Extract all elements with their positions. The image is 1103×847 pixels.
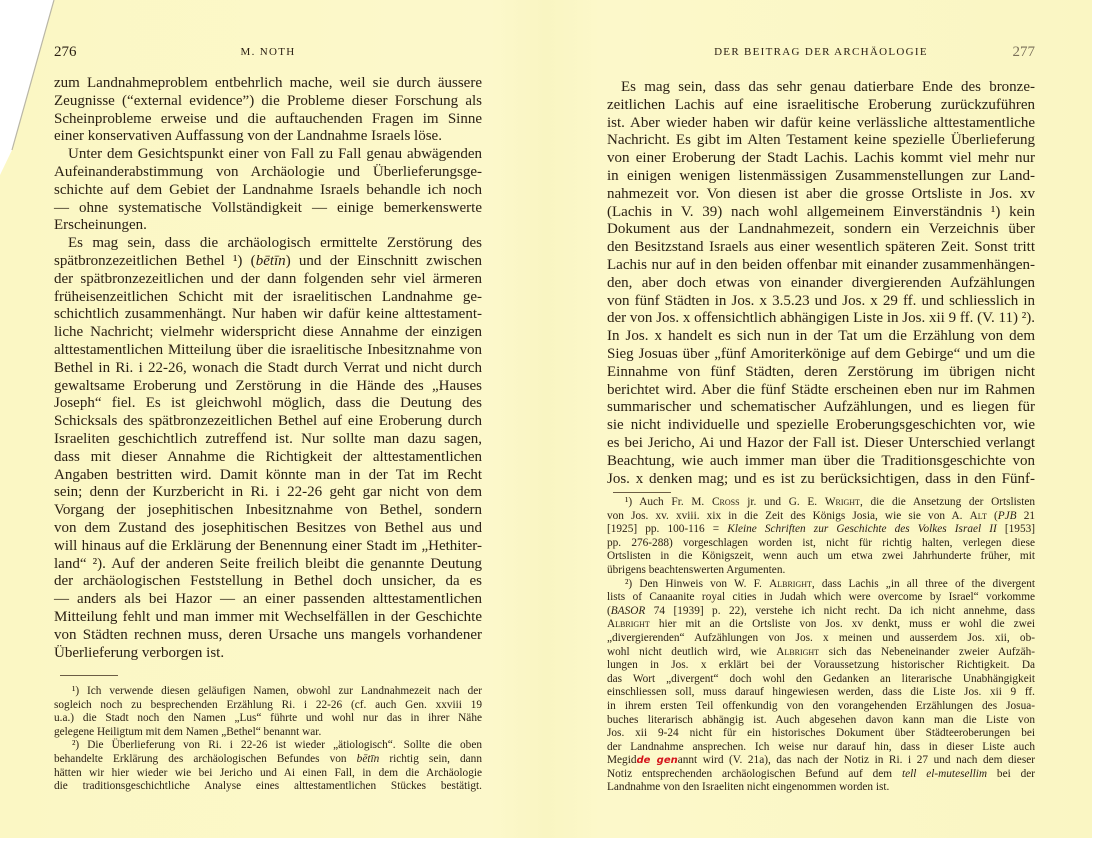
footnote-line: pp. 276-288) vorgeschlagen worden ist, nicht für richtig halten, verlegen diese [607,536,1035,549]
footnote-line [607,618,1035,632]
running-head: M. NOTH [240,46,296,58]
footnote-rule [60,675,118,676]
footnote-line: übrigens beachtenswerten Argumenten. [607,563,786,576]
text-run: jr. und G. E. [739,496,825,508]
author-name: Albright [769,577,812,590]
italic-term: tell el-mutesellim [901,767,988,780]
footnote-line: der Landnahme ansprechen. Ich weise nur darauf hin, dass in dieser Liste auch [607,740,1035,753]
body-line: Aufeinanderabstimmung von Archäologie und Überlieferungsge- [54,163,482,180]
text-run: Notiz entsprechenden archäologischen Befund auf dem [607,767,902,780]
text-run: , die die Ansetzung der Ortslisten [859,496,1035,508]
text-run: hier mit an die Ortsliste von Jos. xv denkt, muss er wohl die zwei [649,618,1035,631]
body-line: der von Jos. x offensichtlich abhängigen Liste in Jos. xii 9 ff. (V. 11) ²). [607,310,1035,327]
footnote-line: ¹) Ich verwende diesen geläufigen Namen, obwohl zur Landnahmezeit nach der [72,685,482,697]
body-line: es bei Jericho, Ai und Hazor der Fall ist. Dieser Unterschied verlangt [607,434,1035,451]
body-line: gewaltsame Eroberung und Zerstörung in die Hände des „Hauses [54,377,482,394]
running-head: DER BEITRAG DER ARCHÄOLOGIE [714,46,928,58]
text-run: [1925] pp. 100-116 = [607,523,728,536]
text-run: , dass Lachis „in all three of the divergent [811,577,1036,590]
text-run: ¹) Auch Fr. M. [625,496,712,508]
body-line: früheisenzeitlichen Schicht mit der israelitischen Landnahme ge- [54,288,482,305]
body-line: In Jos. x handelt es sich nun in der Tat um die Erzählung von dem [607,328,1035,345]
footnote-line: sogleich noch zu besprechenden Erzählung Ri. i 22-26 (cf. auch Gen. xxviii 19 [54,698,482,711]
body-line: Lachis nur auf in den beiden offenbar mit einander zusammenhängen- [607,256,1035,273]
body-line: schichtlich zusammenhängt. Nur haben wir dafür keine alttestament- [54,306,482,323]
body-line: alttestamentlichen Mitteilung über die israelitische Inbesitznahme von [54,341,482,358]
body-line: von Städten rechnen muss, deren Ursache uns mangels vorhandener [54,626,482,643]
body-line: — ohne systematische Vollständigkeit — einige bemerkenswerte [54,199,482,216]
body-line: sein; denn der Kurzbericht in Ri. i 22-26 geht gar nicht von dem [54,484,482,501]
body-line: Mitteilung fehlt und man immer mit Wechselfällen in der Geschichte [54,608,482,625]
italic-term: PJB [997,509,1017,522]
body-line: Es mag sein, dass die archäologisch ermittelte Zerstörung des [68,235,482,252]
right-body-text [607,79,1035,488]
body-line: Vorgang der josephitischen Inbesitznahme von Bethel, sondern [54,502,482,519]
text-run: Megid [607,754,637,767]
footnote-line: „divergierenden“ Aufzählungen von Jos. x meinen und ausserdem Jos. xii, ob- [607,631,1035,644]
body-line: Jos. x denken mag; und es ist zu berücksichtigen, dass in den Fünf- [607,470,1035,487]
footnote-line [607,754,1035,768]
body-line: Angaben bestritten wird. Damit könnte man in der Tat im Recht [54,466,482,483]
body-line: Zeugnisse (“external evidence”) die Probleme dieser Forschung als [54,92,482,109]
text-run: ²) Den Hinweis von W. F. [625,577,770,590]
body-line: den, aber doch etwas von einander divergierenden Aufzählungen [607,274,1035,291]
footnote-line [607,646,1035,660]
footnote-line: lungen in Jos. x erklärt bei der Voraussetzung historischer Richtigkeit. Da [607,659,1035,672]
author-name: Cross [711,496,740,508]
body-line: Es mag sein, dass das sehr genau datierbare Ende des bronze- [621,79,1035,95]
body-line: Sieg Josuas über „fünf Amoriterkönige auf dem Gebirge“ und um die [607,345,1035,362]
body-line: Dokument aus der Landnahmezeit, sondern ein Verzeichnis über [607,221,1035,238]
body-line: sie nicht individuelle und spezielle Eroberungsgeschichten vor, wie [607,417,1035,434]
footnote-line [607,768,1035,782]
text-run: behandelte Erklärung des archäologischen Befundes von [54,752,357,765]
text-run: 21 [1016,509,1036,522]
body-line: Israeliten geschichtlich zutreffend ist. Nur sollte man dazu sagen, [54,430,482,447]
text-run: spätbronzezeitlichen Bethel ¹) ( [54,252,256,269]
footnote-line: hätten wir hier wieder wie bei Jericho und Ai einen Fall, in dem die Archäologie [54,766,482,779]
body-line: (Lachis in V. 39) nach wohl allgemeinem Einverständnis ¹) kein [607,203,1035,220]
footnote-line: ²) Die Überlieferung von Ri. i 22-26 ist wieder „ätiologisch“. Sollte die oben [72,739,482,752]
author-name: Albright [776,645,820,658]
left-page-header [54,44,482,64]
right-footnotes [607,496,1035,795]
italic-term: bētīn [255,252,286,269]
body-line: summarischer und schematischer Aufzählungen, und es liegen für [607,399,1035,416]
italic-term: Kleine Schriften zur Geschichte des Volkes Israel II [727,523,997,536]
body-line [54,253,482,271]
body-line: Überlieferung verborgen ist. [54,644,225,661]
body-line: Einnahme von fünf Städten, deren Zerstörung im übrigen nicht [607,363,1035,380]
body-line: Schicksals des spätbronzezeitlichen Bethel auf eine Eroberung durch [54,413,482,430]
body-line: liche Nachricht; vielmehr widerspricht diese Annahme der einzigen [54,324,482,341]
italic-term: bētīn [356,752,380,765]
footnote-line [54,753,482,767]
body-line: land“ ²). Auf der anderen Seite freilich bleibt die genannte Deutung [54,555,482,572]
italic-term: BASOR [610,604,646,617]
footnote-line [607,605,1035,619]
footnote-line: Landnahme von den Israeliten nicht eingenommen worden ist. [607,781,890,794]
text-run: richtig sein, dann [379,752,482,765]
text-run: ) und der Einschnitt zwischen [285,252,482,269]
body-line: dass mit dieser Annahme die Richtigkeit der alttestamentlichen [54,448,482,465]
footnote-line [607,510,1035,524]
body-line: der archäologischen Feststellung in Bethel doch unsicher, da es [54,573,482,590]
author-name: Wright [824,496,860,508]
body-line: Scheinprobleme erweise und die auftauchenden Fragen im Sinne [54,110,482,127]
text-run: sich das Nebeneinander zweier Aufzäh- [819,645,1035,658]
footnote-line [607,496,1035,510]
body-line: berichtet wird. Aber die fünf Städte erscheinen eben nur im Rahmen [607,381,1035,398]
author-name: Albright [607,618,650,631]
footnote-line: u.a.) die Stadt noch den Namen „Lus“ führte und wohl nur das in ihrer Nähe [54,712,482,725]
page-number: 276 [54,44,77,60]
body-line: in einigen wenigen listenmässigen Zusammenstellungen zur Land- [607,167,1035,184]
body-line: einer konservativen Auffassung von der Landnahme Israels löse. [54,128,442,145]
body-line: Nachricht. Es gibt im Alten Testament keine spezielle Überlieferung [607,132,1035,149]
body-line: schichte auf dem Gebiet der Landnahme Israels behandle ich noch [54,181,482,198]
body-line: ist. Aber wieder haben wir dafür keine verlässliche alttestamentliche [607,114,1035,131]
footnote-line [607,523,1035,537]
right-page-header [607,44,1035,64]
footnote-line: gelegene Heiligtum mit dem Namen „Bethel“ benannt war. [54,725,322,738]
body-line: will hinaus auf die Erklärung der Benennung einer Stadt im „Hethiter- [54,537,482,554]
text-run: 74 [1939] p. 22), verstehe ich nicht recht. Da ich nicht annehme, dass [645,604,1035,617]
footnote-line: Ortslisten in die Königszeit, wenn auch um etwa zwei Jahrhunderte früher, mit [607,550,1035,563]
text-run: bei der [987,767,1035,780]
author-name: Alt [969,509,987,522]
text-run: ( [607,604,611,617]
body-line: von dem Zustand des josephitischen Besitzes von Bethel aus und [54,519,482,536]
footnote-rule [613,492,671,493]
left-footnotes [54,685,482,794]
body-line: zum Landnahmeproblem entbehrlich mache, weil sie durch äussere [54,75,482,91]
left-body-text [54,75,482,662]
body-line: Erscheinungen. [54,217,147,234]
page-number: 277 [1012,44,1035,60]
text-run: ( [986,509,998,522]
footnote-line: das Wort „divergent“ doch wohl den Gedanken an literarische Unabhängigkeit [607,672,1035,685]
body-line: Unter dem Gesichtspunkt einer von Fall zu Fall genau abwägenden [68,146,482,163]
body-line: von einer Eroberung der Stadt Lachis. Lachis kommt viel mehr nur [607,150,1035,167]
footnote-line: die traditionsgeschichtliche Analyse eines alttestamentlichen Stückes bestätigt. [54,780,482,793]
text-run: annt wird (V. 21a), das nach der Notiz in Ri. i 27 und nach dem dieser [677,754,1035,767]
body-line: von fünf Städten in Jos. x 3.5.23 und Jos. x 29 ff. und schliesslich in [607,292,1035,309]
body-line: Beachtung, wie auch immer man über die Traditionsgeschichte von [607,452,1035,469]
footnote-line: einschliessen soll, muss darauf hingewiesen werden, dass die Liste Jos. xii 9 ff. [607,686,1035,699]
body-line: Bethel in Ri. i 22-26, wonach die Stadt durch Verrat und nicht durch [54,359,482,376]
body-line: den Besitzstand Israels aus einer wesentlich späteren Zeit. Sonst tritt [607,239,1035,256]
footnote-line: in ihrem ersten Teil offenkundig von den vorangehenden Erzählungen des Josua- [607,699,1035,712]
text-run: wohl nicht deutlich wird, wie [607,645,777,658]
body-line: Joseph“ fiel. Es ist gleichwohl möglich, dass die Deutung des [54,395,482,412]
footnote-line: lists of Canaanite royal cities in Judah which were overcome by Israel“ vorkomme [607,591,1035,604]
footnote-line: Jos. xii 9-24 nicht für ein historisches Dokument über Städteeroberungen bei [607,727,1035,740]
text-run: [1953] [996,523,1036,536]
body-line: der spätbronzezeitlichen und der dann folgenden sehr viel ärmeren [54,270,482,287]
handwritten-correction: de gen [636,755,678,767]
text-run: von Jos. xv. xviii. xix in die Zeit des Königs Josia, wie sie von A. [607,509,970,522]
body-line: nahmezeit vor. Von diesen ist aber die grosse Ortsliste in Jos. xv [607,185,1035,202]
body-line: — anders als bei Hazor — an einer passenden alttestamentlichen [54,591,482,608]
footnote-line [607,578,1035,592]
body-line: zeitlichen Lachis auf eine israelitische Eroberung zurückzuführen [607,96,1035,113]
footnote-line: buches literarisch abhängig ist. Auch abgesehen davon kann man die Liste von [607,713,1035,726]
